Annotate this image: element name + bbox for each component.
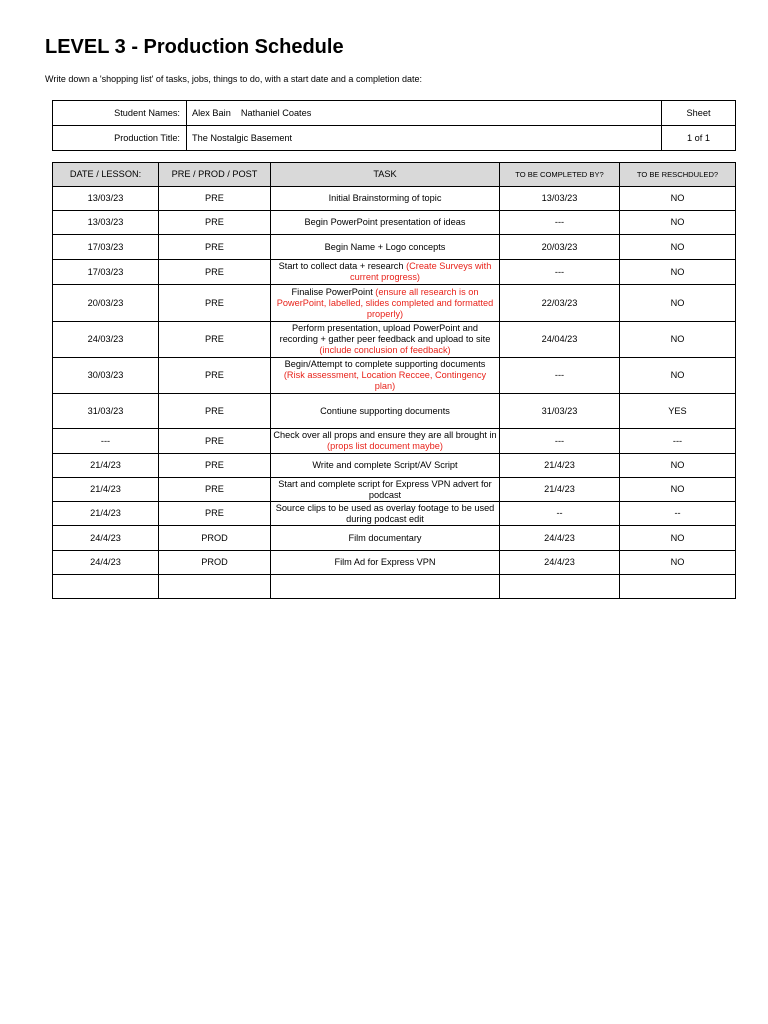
phase-cell: PROD — [159, 551, 271, 575]
task-cell — [271, 478, 500, 502]
task-text: Source clips to be used as overlay footage to be used during podcast edit — [275, 502, 495, 524]
rescheduled-cell: NO — [620, 526, 736, 551]
completed-by-cell: -- — [500, 502, 620, 526]
student-name: Nathaniel Coates — [240, 107, 312, 118]
task-text: Begin/Attempt to complete supporting documents — [284, 359, 486, 369]
header-rescheduled: TO BE RESCHDULED? — [620, 163, 736, 187]
task-cell — [271, 575, 500, 599]
phase-cell: PRE — [159, 260, 271, 285]
phase-cell: PRE — [159, 358, 271, 394]
rescheduled-cell: NO — [620, 235, 736, 260]
table-row — [53, 502, 736, 526]
task-cell — [271, 551, 500, 575]
phase-cell: PRE — [159, 478, 271, 502]
date-cell: 21/4/23 — [53, 502, 159, 526]
completed-by-cell: 31/03/23 — [500, 394, 620, 429]
phase-cell: PRE — [159, 235, 271, 260]
date-cell: 24/4/23 — [53, 526, 159, 551]
rescheduled-cell: NO — [620, 211, 736, 235]
table-row — [53, 187, 736, 211]
completed-by-cell: 22/03/23 — [500, 285, 620, 322]
header-phase: PRE / PROD / POST — [159, 163, 271, 187]
date-cell: 30/03/23 — [53, 358, 159, 394]
page-title: LEVEL 3 - Production Schedule — [45, 36, 344, 58]
student-names-row — [53, 101, 736, 126]
date-cell: 13/03/23 — [53, 187, 159, 211]
table-row — [53, 322, 736, 358]
task-cell — [271, 211, 500, 235]
schedule-body — [53, 187, 736, 599]
info-table — [52, 100, 736, 151]
task-note: (props list document maybe) — [327, 441, 443, 451]
production-title-value: The Nostalgic Basement — [187, 126, 662, 151]
task-cell — [271, 187, 500, 211]
date-cell — [53, 575, 159, 599]
task-cell — [271, 526, 500, 551]
rescheduled-cell — [620, 575, 736, 599]
table-row — [53, 575, 736, 599]
task-note: (include conclusion of feedback) — [319, 345, 451, 355]
production-title-label: Production Title: — [53, 126, 187, 151]
phase-cell: PRE — [159, 429, 271, 454]
task-text: Start and complete script for Express VPN advert for podcast — [278, 478, 492, 500]
rescheduled-cell: NO — [620, 322, 736, 358]
date-cell: 17/03/23 — [53, 260, 159, 285]
task-text: Perform presentation, upload PowerPoint and recording + gather peer feedback and upload to site — [279, 323, 491, 344]
phase-cell: PRE — [159, 211, 271, 235]
task-cell — [271, 429, 500, 454]
phase-cell: PRE — [159, 285, 271, 322]
rescheduled-cell: NO — [620, 358, 736, 394]
date-cell: 20/03/23 — [53, 285, 159, 322]
phase-cell: PRE — [159, 394, 271, 429]
table-row — [53, 394, 736, 429]
task-text: Start to collect data + research — [278, 261, 407, 271]
schedule-table — [52, 162, 736, 599]
student-name: Alex Bain — [192, 107, 231, 118]
task-text: Check over all props and ensure they are all brought in — [273, 430, 497, 440]
completed-by-cell: 24/4/23 — [500, 551, 620, 575]
task-text: Initial Brainstorming of topic — [328, 193, 442, 203]
table-row — [53, 526, 736, 551]
task-cell — [271, 502, 500, 526]
header-completed-by: TO BE COMPLETED BY? — [500, 163, 620, 187]
task-cell — [271, 394, 500, 429]
completed-by-cell: 21/4/23 — [500, 478, 620, 502]
completed-by-cell: --- — [500, 211, 620, 235]
table-row — [53, 429, 736, 454]
table-row — [53, 478, 736, 502]
task-text: Begin Name + Logo concepts — [324, 241, 446, 252]
rescheduled-cell: NO — [620, 187, 736, 211]
task-text: Begin PowerPoint presentation of ideas — [304, 217, 466, 227]
date-cell: 24/4/23 — [53, 551, 159, 575]
task-text: Finalise PowerPoint — [291, 286, 376, 297]
completed-by-cell: 24/4/23 — [500, 526, 620, 551]
phase-cell: PRE — [159, 187, 271, 211]
production-title-row — [53, 126, 736, 151]
rescheduled-cell: --- — [620, 429, 736, 454]
table-row — [53, 235, 736, 260]
date-cell: 21/4/23 — [53, 454, 159, 478]
completed-by-cell: --- — [500, 358, 620, 394]
table-header-row — [53, 163, 736, 187]
table-row — [53, 551, 736, 575]
completed-by-cell: 21/4/23 — [500, 454, 620, 478]
table-row — [53, 454, 736, 478]
rescheduled-cell: -- — [620, 502, 736, 526]
task-text: Contiune supporting documents — [320, 405, 450, 416]
phase-cell: PRE — [159, 502, 271, 526]
completed-by-cell: 20/03/23 — [500, 235, 620, 260]
student-names-value — [187, 101, 662, 126]
completed-by-cell — [500, 575, 620, 599]
completed-by-cell: --- — [500, 429, 620, 454]
phase-cell: PROD — [159, 526, 271, 551]
header-task: TASK — [271, 163, 500, 187]
rescheduled-cell: YES — [620, 394, 736, 429]
table-row — [53, 358, 736, 394]
phase-cell: PRE — [159, 454, 271, 478]
task-text: Write and complete Script/AV Script — [312, 460, 458, 470]
completed-by-cell: 13/03/23 — [500, 187, 620, 211]
table-row — [53, 211, 736, 235]
date-cell: 17/03/23 — [53, 235, 159, 260]
rescheduled-cell: NO — [620, 551, 736, 575]
sheet-label: Sheet — [662, 101, 736, 126]
date-cell: 24/03/23 — [53, 322, 159, 358]
table-row — [53, 285, 736, 322]
date-cell: --- — [53, 429, 159, 454]
date-cell: 31/03/23 — [53, 394, 159, 429]
task-cell — [271, 260, 500, 285]
instructions-text: Write down a 'shopping list' of tasks, jobs, things to do, with a start date and a completion date: — [45, 74, 422, 84]
date-cell: 13/03/23 — [53, 211, 159, 235]
phase-cell: PRE — [159, 322, 271, 358]
task-text: Film Ad for Express VPN — [334, 557, 436, 567]
task-cell — [271, 358, 500, 394]
date-cell: 21/4/23 — [53, 478, 159, 502]
task-text: Film documentary — [348, 532, 422, 543]
table-row — [53, 260, 736, 285]
task-cell — [271, 454, 500, 478]
rescheduled-cell: NO — [620, 478, 736, 502]
sheet-value: 1 of 1 — [662, 126, 736, 151]
task-note: (Risk assessment, Location Reccee, Contingency plan) — [283, 370, 487, 391]
rescheduled-cell: NO — [620, 260, 736, 285]
task-note: (Create Surveys with current progress) — [350, 261, 492, 282]
completed-by-cell: 24/04/23 — [500, 322, 620, 358]
task-cell — [271, 285, 500, 322]
task-cell — [271, 322, 500, 358]
rescheduled-cell: NO — [620, 285, 736, 322]
student-names-label: Student Names: — [53, 101, 187, 126]
task-cell — [271, 235, 500, 260]
header-date: DATE / LESSON: — [53, 163, 159, 187]
completed-by-cell: --- — [500, 260, 620, 285]
phase-cell — [159, 575, 271, 599]
task-note: (ensure all research is on PowerPoint, labelled, slides completed and formatted properly) — [276, 286, 494, 319]
rescheduled-cell: NO — [620, 454, 736, 478]
